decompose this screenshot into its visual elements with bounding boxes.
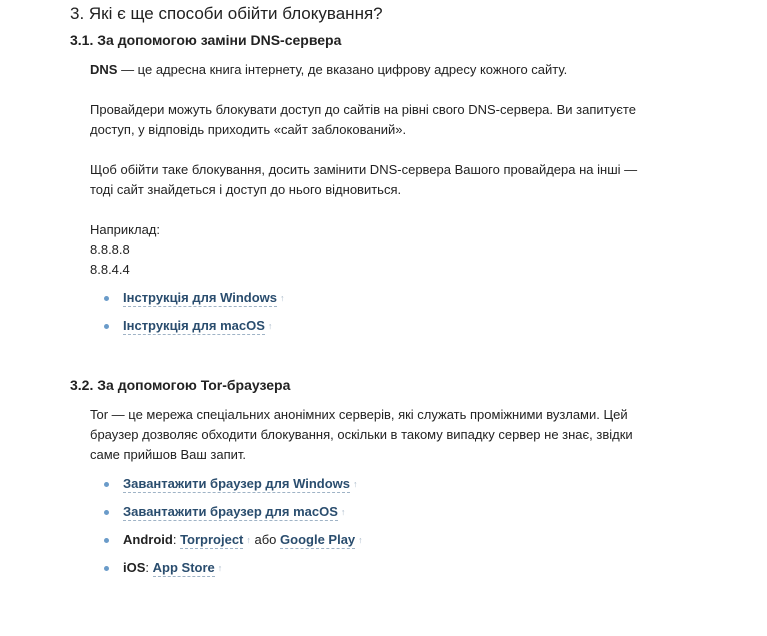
android-label: Android	[123, 532, 173, 547]
torproject-link[interactable]: Torproject	[180, 532, 244, 547]
bullet-icon	[104, 296, 109, 301]
dns-p2-line1: Провайдери можуть блокувати доступ до сайтів на рівні свого DNS-сервера. Ви запитуєте	[90, 102, 636, 117]
download-macos-link[interactable]: Завантажити браузер для macOS	[123, 504, 338, 519]
dns-heading: 3.1. За допомогою заміни DNS-сервера	[70, 32, 342, 48]
ios-separator: :	[145, 560, 153, 575]
external-link-icon: ↑	[217, 563, 223, 573]
external-link-icon: ↑	[340, 507, 346, 517]
dns-server-2: 8.8.4.4	[90, 262, 130, 277]
google-play-link[interactable]: Google Play	[280, 532, 356, 547]
external-link-icon: ↑	[267, 321, 273, 331]
bullet-icon	[104, 482, 109, 487]
bullet-icon	[104, 538, 109, 543]
android-or-text: або	[250, 532, 281, 547]
dns-instructions-list	[90, 284, 285, 340]
tor-description	[90, 405, 660, 465]
list-item	[90, 526, 363, 554]
external-link-icon: ↑	[353, 479, 358, 489]
android-separator: :	[172, 532, 181, 547]
dns-term: DNS	[90, 62, 118, 77]
list-item	[90, 284, 285, 312]
list-item	[90, 554, 363, 582]
dns-p3-line1: Щоб обійти таке блокування, досить замінити DNS-сервера Вашого провайдера на інші —	[90, 162, 638, 177]
dns-paragraph-3	[90, 160, 660, 200]
dns-paragraph-2	[90, 100, 660, 140]
external-link-icon: ↑	[280, 293, 285, 303]
example-label: Наприклад:	[90, 222, 160, 237]
tor-line3: саме прийшов Ваш запит.	[90, 447, 247, 462]
dns-server-1: 8.8.8.8	[90, 242, 130, 257]
macos-instruction-link[interactable]: Інструкція для macOS	[123, 318, 265, 333]
tor-line2: браузер дозволяє обходити блокування, оскільки в такому випадку сервер не знає, звідки	[90, 427, 633, 442]
section-title: 3. Які є ще способи обійти блокування?	[70, 4, 383, 23]
dns-p2-line2: доступ, у відповідь приходить «сайт заблокований».	[90, 122, 407, 137]
list-item	[90, 498, 363, 526]
ios-label: iOS	[123, 560, 146, 575]
app-store-link[interactable]: App Store	[152, 560, 215, 575]
tor-heading: 3.2. За допомогою Tor-браузера	[70, 377, 291, 393]
external-link-icon: ↑	[358, 535, 363, 545]
dns-definition-text: — це адресна книга інтернету, де вказано цифрову адресу кожного сайту.	[117, 62, 568, 77]
bullet-icon	[104, 566, 109, 571]
dns-examples	[90, 220, 660, 280]
external-link-icon: ↑	[246, 535, 251, 545]
bullet-icon	[104, 324, 109, 329]
dns-p3-line2: тоді сайт знайдеться і доступ до нього відновиться.	[90, 182, 402, 197]
dns-definition	[90, 60, 660, 80]
windows-instruction-link[interactable]: Інструкція для Windows	[123, 290, 278, 305]
bullet-icon	[104, 510, 109, 515]
download-windows-link[interactable]: Завантажити браузер для Windows	[123, 476, 351, 491]
tor-line1: Tor — це мережа спеціальних анонімних серверів, які служать проміжними вузлами. Цей	[90, 407, 628, 422]
tor-downloads-list	[90, 470, 363, 582]
list-item	[90, 470, 363, 498]
list-item	[90, 312, 285, 340]
